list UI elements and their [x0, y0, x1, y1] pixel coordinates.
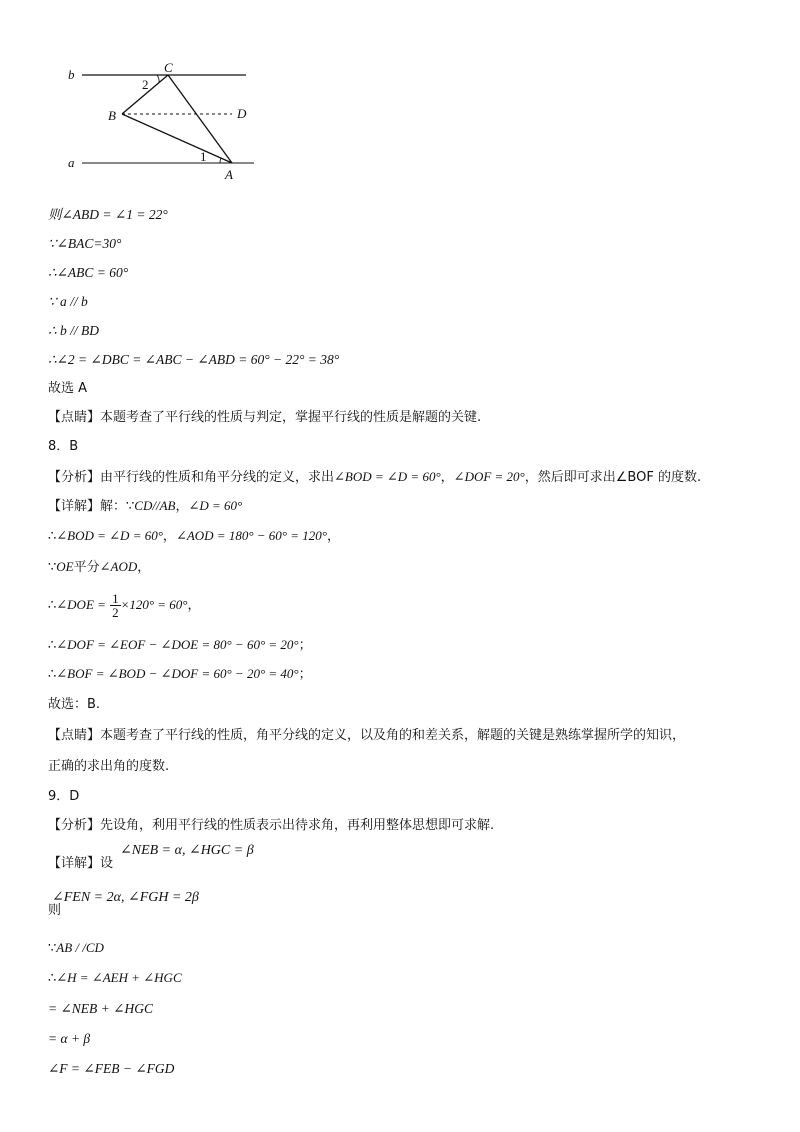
- line-12-d: ∠AOD = 180° − 60° = 120°: [175, 528, 327, 543]
- line-24: [48, 938, 104, 959]
- line-2: ∵∠BAC=30°: [48, 236, 122, 251]
- label-bpoint: B: [108, 108, 116, 123]
- line-11-d: ∠D = 60°: [188, 498, 243, 513]
- line-16-c: ；: [298, 667, 312, 682]
- line-14-c: ×120° = 60°: [120, 597, 188, 612]
- line-25-b: ∠H = ∠AEH + ∠HGC: [56, 970, 182, 985]
- label-d: D: [237, 106, 247, 121]
- line-15-a: ∴: [48, 638, 57, 653]
- line-16-a: ∴: [48, 667, 57, 682]
- line-12-e: ，: [326, 529, 340, 544]
- question-9-answer: 9．D: [48, 789, 80, 804]
- angle-2-arc: [157, 75, 159, 83]
- line-18: 【点睛】本题考查了平行线的性质，角平分线的定义，以及角的和差关系，解题的关键是熟练掌握所学的知识，: [48, 728, 686, 743]
- line-10-b: ∠BOD = ∠D = 60°: [334, 469, 441, 484]
- line-12-a: ∴: [48, 529, 57, 544]
- line-26: = ∠NEB + ∠HGC: [48, 1001, 153, 1016]
- line-10-c: ，: [440, 470, 454, 485]
- line-27: = α + β: [48, 1031, 91, 1046]
- label-1: 1: [200, 149, 207, 164]
- line-22-b: ∠NEB = α, ∠HGC = β: [120, 843, 254, 858]
- line-23-a: 则: [48, 903, 62, 918]
- line-4: ∵ a // b: [48, 294, 88, 309]
- line-7: 故选 A: [48, 381, 88, 396]
- line-12-c: ，: [162, 529, 176, 544]
- line-10-a: 【分析】由平行线的性质和角平分线的定义，求出: [48, 470, 335, 485]
- line-21: 【分析】先设角，利用平行线的性质表示出待求角，再利用整体思想即可求解.: [48, 818, 495, 833]
- line-1: 则∠ABD = ∠1 = 22°: [48, 207, 168, 222]
- line-19: 正确的求出角的度数.: [48, 759, 170, 774]
- line-14-a: ∴: [48, 598, 57, 613]
- label-c: C: [164, 60, 173, 75]
- line-13-d: ∠AOD: [99, 559, 138, 574]
- line-15: [48, 635, 312, 656]
- line-12: [48, 526, 340, 547]
- label-a: a: [68, 155, 75, 170]
- line-22-a: 【详解】设: [48, 856, 114, 871]
- line-13-b: OE: [56, 559, 74, 574]
- line-13: [48, 557, 150, 578]
- line-6: ∴∠2 = ∠DBC = ∠ABC − ∠ABD = 60° − 22° = 38°: [48, 352, 340, 367]
- line-15-c: ；: [298, 638, 312, 653]
- line-8: 【点睛】本题考查了平行线的性质与判定，掌握平行线的性质是解题的关键.: [48, 410, 482, 425]
- line-10: [48, 467, 701, 488]
- line-25-a: ∴: [48, 971, 57, 986]
- line-13-c: 平分: [73, 560, 100, 575]
- line-11-c: ，: [175, 499, 189, 514]
- line-17: 故选：B.: [48, 697, 101, 712]
- line-10-e: ，然后即可求出∠BOF 的度数.: [524, 470, 702, 485]
- line-3: ∴∠ABC = 60°: [48, 265, 129, 280]
- line-11: [48, 496, 242, 517]
- line-16-b: ∠BOF = ∠BOD − ∠DOF = 60° − 20° = 40°: [56, 666, 299, 681]
- line-11-a: 【详解】解：∵: [48, 499, 135, 514]
- label-2: 2: [142, 77, 149, 92]
- fraction-denominator: 2: [112, 605, 119, 620]
- fraction-one-half: [110, 592, 121, 619]
- geometry-figure: [60, 58, 320, 188]
- line-24-b: AB / /CD: [56, 940, 104, 955]
- label-apoint: A: [225, 167, 233, 182]
- line-13-a: ∵: [48, 560, 57, 575]
- line-13-e: ，: [137, 560, 151, 575]
- line-14: [48, 590, 201, 621]
- line-11-b: CD//AB: [134, 498, 176, 513]
- line-24-a: ∵: [48, 941, 57, 956]
- line-5: ∴ b // BD: [48, 323, 99, 338]
- question-8-answer: 8．B: [48, 439, 79, 454]
- line-25: [48, 968, 182, 989]
- line-28: ∠F = ∠FEB − ∠FGD: [48, 1061, 175, 1076]
- line-23-b: ∠FEN = 2α, ∠FGH = 2β: [52, 890, 199, 905]
- line-14-d: ，: [187, 598, 201, 613]
- line-14-b: ∠DOE =: [56, 597, 106, 612]
- line-10-d: ∠DOF = 20°: [453, 469, 525, 484]
- fraction-numerator: 1: [112, 591, 119, 606]
- angle-1-arc: [220, 158, 221, 163]
- label-b: b: [68, 67, 75, 82]
- line-12-b: ∠BOD = ∠D = 60°: [56, 528, 163, 543]
- line-15-b: ∠DOF = ∠EOF − ∠DOE = 80° − 60° = 20°: [56, 637, 299, 652]
- segment-ba: [122, 114, 232, 163]
- line-16: [48, 664, 312, 685]
